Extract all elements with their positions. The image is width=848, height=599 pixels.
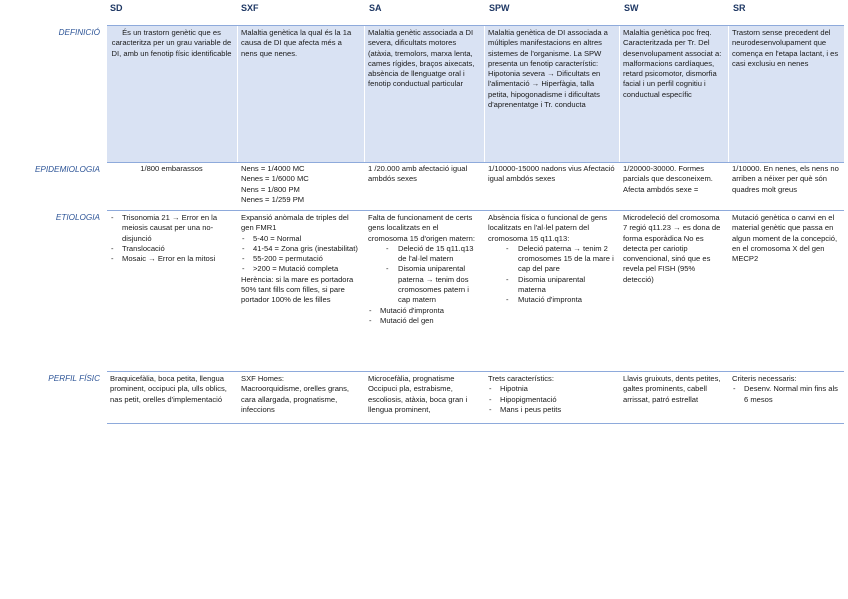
definicio-cell-spw: Malaltia genètica de DI associada a múltiples manifestacions en altres sistemes de l'organisme. La SPW presenta un fenotip característic: Hipotonia severa → Dificultats en l'alimentació → Hiperfàgia, talla petita, hipogonadisme i dificultats d'aprenentatge i Tr. conducta xyxy=(485,26,619,162)
epidemiologia-cell-sxf xyxy=(238,163,364,210)
etiologia-sxf-outro: Herència: si la mare es portadora 50% tant fills com filles, si pare portador 100% de les filles xyxy=(241,274,354,305)
epidemiologia-sxf-line: Nens = 1/800 PM xyxy=(241,184,300,194)
epidemiologia-sxf-line: Nenes = 1/259 PM xyxy=(241,194,305,204)
epidemiologia-cell-sa: 1 /20.000 amb afectació igual ambdós sexes xyxy=(368,164,468,184)
list-item: - Mutació d'impronta xyxy=(368,306,480,316)
row-label-epidemiologia: EPIDEMIOLOGIA xyxy=(34,165,100,174)
column-header-sr: SR xyxy=(733,3,746,13)
table-rule xyxy=(107,423,844,424)
row-label-definicio: DEFINICIÓ xyxy=(58,28,100,37)
definicio-cell-sr: Trastorn sense precedent del neurodesenvolupament que comença en l'etapa lactant, i es casi exclusiu en nenes xyxy=(729,26,844,162)
epidemiologia-sxf-line: Nenes = 1/6000 MC xyxy=(241,174,309,184)
etiologia-spw-list xyxy=(488,244,615,306)
etiologia-cell-spw xyxy=(485,211,619,371)
epidemiologia-sxf-line: Nens = 1/4000 MC xyxy=(241,164,305,173)
etiologia-cell-sw: Microdeleció del cromosoma 7 regió q11.23 → es dona de forma esporàdica No es detecta per cariotip convencional, sinó que es revela pel FISH (95% detecció) xyxy=(623,213,721,284)
etiologia-sxf-list xyxy=(241,234,360,275)
perfil-cell-sxf xyxy=(238,372,364,423)
list-item: - Hipopigmentació xyxy=(488,395,615,405)
list-item: - Deleció paterna → tenim 2 cromosomes 15 de la mare i cap del pare xyxy=(488,244,615,275)
etiologia-sa-intro: Falta de funcionament de certs gens localitzats en el cromosoma 15 d'origen matern: xyxy=(368,213,475,243)
perfil-cell-sr xyxy=(729,372,844,423)
list-item: - Mans i peus petits xyxy=(488,405,615,415)
perfil-spw-list xyxy=(488,384,615,415)
epidemiologia-cell-spw: 1/10000-15000 nadons vius Afectació igual ambdós sexes xyxy=(488,164,615,184)
column-header-sxf: SXF xyxy=(241,3,259,13)
column-header-sa: SA xyxy=(369,3,382,13)
list-item: - Mutació del gen xyxy=(368,316,480,326)
list-item: - Mosaic → Error en la mitosi xyxy=(110,254,233,264)
etiologia-cell-sr: Mutació genètica o canvi en el material genètic que passa en algun moment de la concepció, en el cromosoma X del gen MECP2 xyxy=(732,213,838,264)
perfil-sr-intro: Criteris necessaris: xyxy=(732,374,797,383)
row-label-perfil-fisic: PERFIL FÍSIC xyxy=(48,374,100,383)
list-item: - Trisonomia 21 → Error en la meiosis causat per una no-disjunció xyxy=(110,213,233,244)
list-item: - Mutació d'impronta xyxy=(488,295,615,305)
perfil-sxf-line: Macroorquidisme, orelles grans, cara allargada, prognatisme, infeccions xyxy=(241,384,350,414)
perfil-cell-sd: Braquicefàlia, boca petita, llengua prominent, occipuci pla, ulls oblics, nas petit, orelles d'implementació xyxy=(110,374,227,404)
list-item: - Hipotnia xyxy=(488,384,615,394)
etiologia-spw-intro: Absència física o funcional de gens localitzats en l'al·lel patern del cromosoma 15 q11.q13: xyxy=(488,213,608,243)
list-item: - 55-200 = permutació xyxy=(241,254,360,264)
list-item: - 5-40 = Normal xyxy=(241,234,360,244)
list-item: - Deleció de 15 q11.q13 de l'al·lel matern xyxy=(368,244,480,265)
etiologia-sa-list xyxy=(368,244,480,326)
etiologia-sd-list xyxy=(110,213,233,264)
perfil-cell-spw xyxy=(485,372,619,423)
perfil-sxf-line: SXF Homes: xyxy=(241,374,285,383)
definicio-cell-sa: Malaltia genètic associada a DI severa, dificultats motores (atàxia, tremolors, marxa lenta, cames rígides, braços aixecats, absència de llenguatge oral i fenotip conductual particular xyxy=(365,26,484,162)
epidemiologia-cell-sd: 1/800 embarassos xyxy=(140,164,203,173)
epidemiologia-cell-sw: 1/20000-30000. Formes parcials que desconeixem. Afecta ambdós sexe = xyxy=(623,164,713,194)
list-item: - >200 = Mutació completa xyxy=(241,264,360,274)
column-header-spw: SPW xyxy=(489,3,510,13)
list-item: - Disomia uniparental paterna → tenim dos cromosomes patern i cap matern xyxy=(368,264,480,305)
row-label-etiologia: ETIOLOGIA xyxy=(55,213,100,222)
perfil-sr-list xyxy=(732,384,840,405)
column-header-sw: SW xyxy=(624,3,639,13)
list-item: - Desenv. Normal min fins als 6 mesos xyxy=(732,384,840,405)
etiologia-cell-sxf xyxy=(238,211,364,371)
perfil-cell-sw: Llavis gruixuts, dents petites, galtes prominents, cabell arrissat, patró estrellat xyxy=(623,374,721,404)
etiologia-cell-sd xyxy=(107,211,237,371)
definicio-cell-sd: És un trastorn genètic que es caracteritza per un grau variable de DI, amb un fenotip físic identificable xyxy=(107,26,237,162)
list-item: - 41-54 = Zona gris (inestabilitat) xyxy=(241,244,360,254)
definicio-cell-sw: Malaltia genètica poc freq. Caracteritzada per Tr. Del desenvolupament associat a: malformacions cardíaques, retard psicomotor, dismorfia facial i un perfil cognitiu i conductual específic xyxy=(620,26,728,162)
epidemiologia-cell-sr: 1/10000. En nenes, els nens no arriben a néixer per què són quadres molt greus xyxy=(732,164,839,194)
etiologia-cell-sa xyxy=(365,211,484,371)
perfil-spw-intro: Trets característics: xyxy=(488,374,554,383)
etiologia-sxf-intro: Expansió anòmala de triples del gen FMR1 xyxy=(241,213,349,233)
perfil-cell-sa: Microcefàlia, prognatisme Occipuci pla, estrabisme, escoliosis, atàxia, boca gran i llengua prominent, xyxy=(368,374,468,414)
definicio-cell-sxf: Malaltia genètica la qual és la 1a causa de DI que afecta més a nens que nenes. xyxy=(238,26,364,162)
list-item: - Disomia uniparental materna xyxy=(488,275,615,296)
list-item: - Translocació xyxy=(110,244,233,254)
column-header-sd: SD xyxy=(110,3,123,13)
